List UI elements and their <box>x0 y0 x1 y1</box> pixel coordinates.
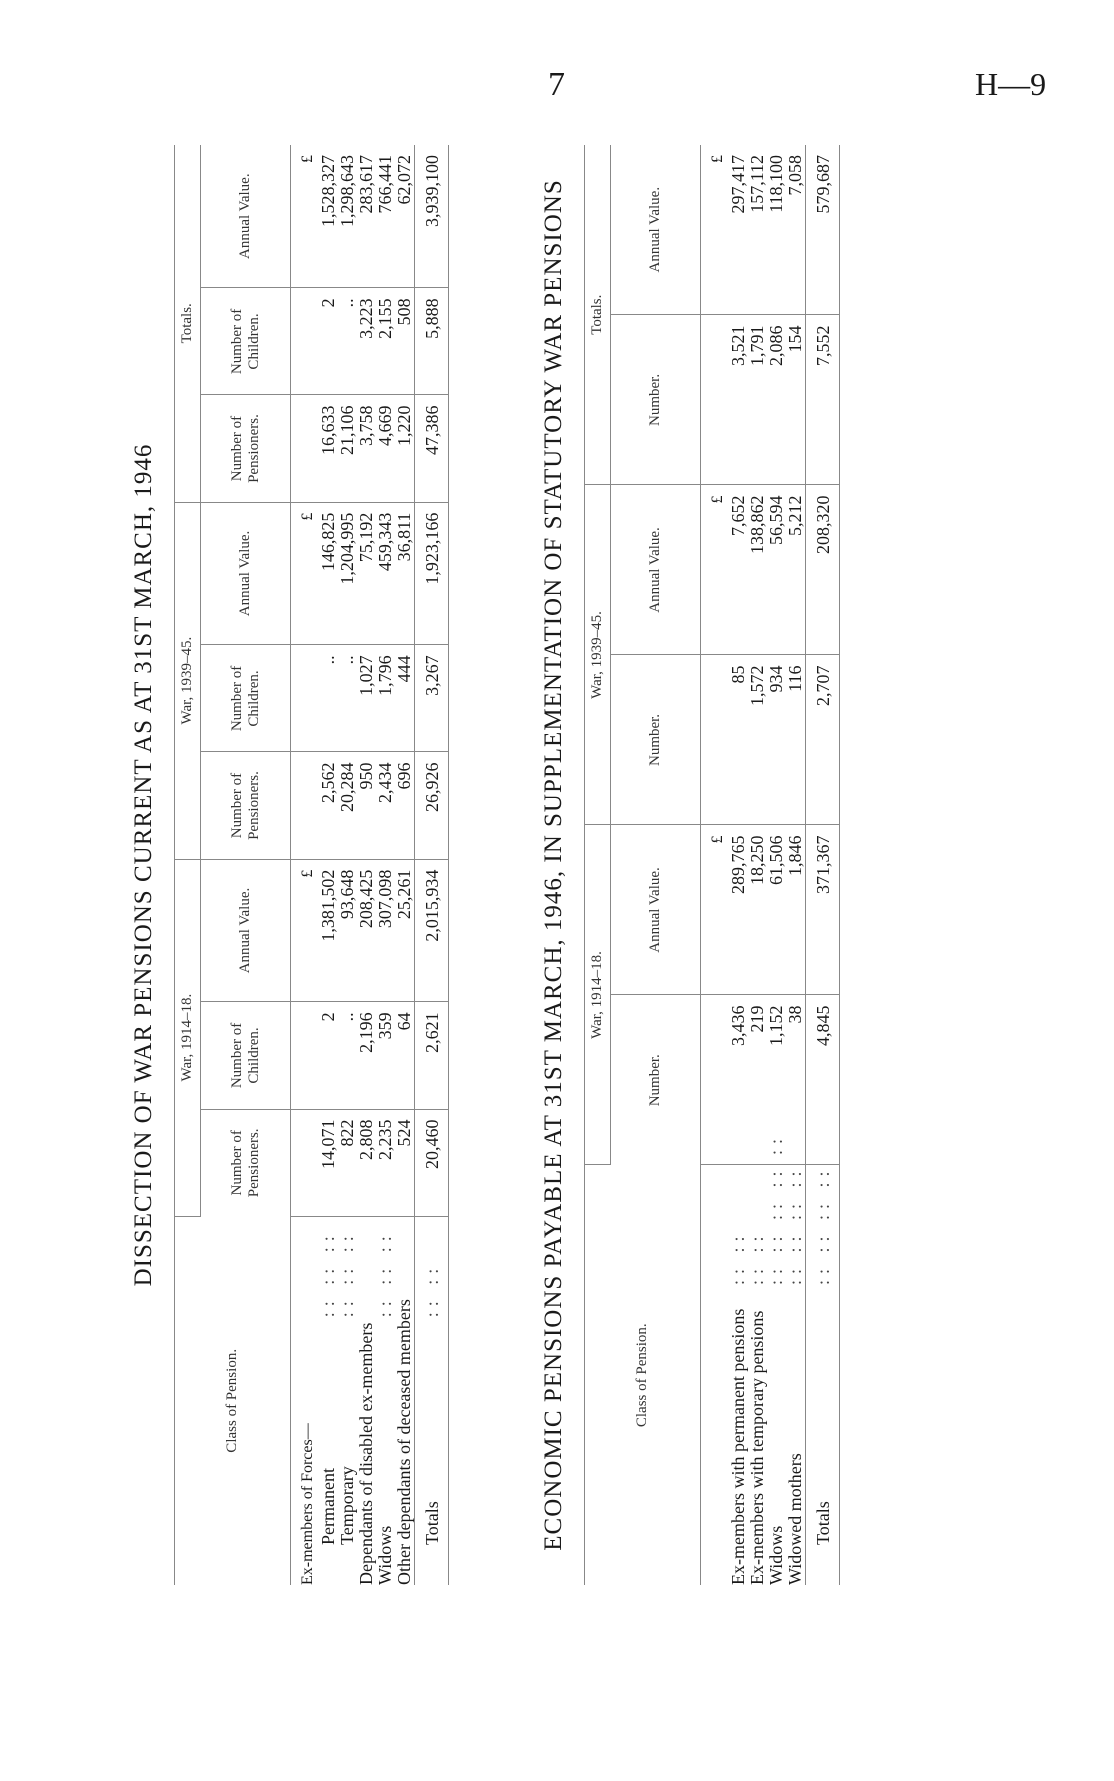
totals-header: Totals. <box>175 145 201 502</box>
cell: 2,196 <box>357 1002 376 1109</box>
cell: 154 <box>786 315 806 485</box>
t-value-header: Annual Value. <box>201 145 291 288</box>
cell: 14,071 <box>319 1109 338 1216</box>
cell: 16,633 <box>319 395 338 502</box>
cell: 508 <box>395 288 415 395</box>
cell: 61,506 <box>767 825 786 995</box>
cell: 2 <box>319 1002 338 1109</box>
leader-dots: :: :: :: :: <box>785 1165 805 1285</box>
cell: 146,825 <box>319 502 338 645</box>
cell: 7,552 <box>806 315 840 485</box>
cell: 93,648 <box>338 859 357 1002</box>
cell: 20,460 <box>415 1109 449 1216</box>
cell: 219 <box>748 995 767 1165</box>
cell: 459,343 <box>376 502 395 645</box>
table-row <box>338 145 357 1585</box>
cell: 2,155 <box>376 288 395 395</box>
pound-sign: £ <box>701 145 730 315</box>
cell: 2,707 <box>806 655 840 825</box>
cell: 7,652 <box>729 485 748 655</box>
t-children-header: Number of Children. <box>201 288 291 395</box>
leader-dots: :: :: :: <box>337 1230 357 1318</box>
cell: 1,381,502 <box>319 859 338 1002</box>
cell: 20,284 <box>338 752 357 859</box>
cell: 7,058 <box>786 145 806 315</box>
cell: 5,888 <box>415 288 449 395</box>
pound-sign: £ <box>291 145 320 288</box>
totals-row <box>415 145 449 1585</box>
cell: 138,862 <box>748 485 767 655</box>
cell: 2,562 <box>319 752 338 859</box>
cell: 18,250 <box>748 825 767 995</box>
row-label: Widows <box>375 1525 395 1585</box>
row-label: Temporary <box>337 1466 357 1545</box>
cell: 38 <box>786 995 806 1165</box>
leader-dots: :: :: <box>728 1230 748 1285</box>
cell: 36,811 <box>395 502 415 645</box>
w1-number-header: Number. <box>611 995 701 1165</box>
cell: 822 <box>338 1109 357 1216</box>
cell: 766,441 <box>376 145 395 288</box>
cell: 2,621 <box>415 1002 449 1109</box>
w2-pensioners-header: Number of Pensioners. <box>201 752 291 859</box>
war2-header: War, 1939–45. <box>585 485 611 825</box>
cell: 2,015,934 <box>415 859 449 1002</box>
cell: 1,572 <box>748 655 767 825</box>
cell: 1,846 <box>786 825 806 995</box>
cell: 1,923,166 <box>415 502 449 645</box>
cell: 3,758 <box>357 395 376 502</box>
cell: 3,436 <box>729 995 748 1165</box>
class-header: Class of Pension. <box>585 1165 701 1585</box>
cell: 1,220 <box>395 395 415 502</box>
w2-number-header: Number. <box>611 655 701 825</box>
cell: 3,521 <box>729 315 748 485</box>
w1-children-header: Number of Children. <box>201 1002 291 1109</box>
t-number-header: Number. <box>611 315 701 485</box>
table-row <box>319 145 338 1585</box>
cell: 116 <box>786 655 806 825</box>
cell: 297,417 <box>729 145 748 315</box>
leader-dots: :: :: :: :: <box>806 1165 840 1285</box>
pound-sign: £ <box>701 825 730 995</box>
cell: .. <box>338 1002 357 1109</box>
table-row <box>729 145 748 1585</box>
cell: 5,212 <box>786 485 806 655</box>
cell: 1,204,995 <box>338 502 357 645</box>
page-reference: H—9 <box>975 66 1047 102</box>
rotated-page-content <box>130 145 970 1585</box>
totals-label: Totals <box>813 1501 833 1545</box>
cell: 1,298,643 <box>338 145 357 288</box>
cell: 1,791 <box>748 315 767 485</box>
cell: 283,617 <box>357 145 376 288</box>
w1-value-header: Annual Value. <box>201 859 291 1002</box>
cell: .. <box>338 288 357 395</box>
table-row <box>748 145 767 1585</box>
cell: .. <box>338 645 357 752</box>
w2-value-header: Annual Value. <box>611 485 701 655</box>
cell: 2,235 <box>376 1109 395 1216</box>
table-row <box>376 145 395 1585</box>
row-label: Dependants of disabled ex-members <box>356 1322 376 1585</box>
w2-children-header: Number of Children. <box>201 645 291 752</box>
war1-header: War, 1914–18. <box>585 825 611 1165</box>
cell: 4,845 <box>806 995 840 1165</box>
cell: 696 <box>395 752 415 859</box>
cell: 2,086 <box>767 315 786 485</box>
row-label: Widowed mothers <box>785 1453 805 1585</box>
cell: 47,386 <box>415 395 449 502</box>
cell: 444 <box>395 645 415 752</box>
cell: 62,072 <box>395 145 415 288</box>
war2-header: War, 1939–45. <box>175 502 201 859</box>
cell: 1,528,327 <box>319 145 338 288</box>
cell: 64 <box>395 1002 415 1109</box>
cell: 208,320 <box>806 485 840 655</box>
table-row <box>395 145 415 1585</box>
totals-header: Totals. <box>585 145 611 485</box>
cell: 3,939,100 <box>415 145 449 288</box>
leader-dots: :: :: :: <box>375 1230 395 1318</box>
cell: 21,106 <box>338 395 357 502</box>
w2-value-header: Annual Value. <box>201 502 291 645</box>
cell: 359 <box>376 1002 395 1109</box>
cell: 1,796 <box>376 645 395 752</box>
totals-label: Totals <box>422 1501 442 1545</box>
cell: 75,192 <box>357 502 376 645</box>
cell: 118,100 <box>767 145 786 315</box>
w1-pensioners-header: Number of Pensioners. <box>201 1109 291 1216</box>
t-value-header: Annual Value. <box>611 145 701 315</box>
cell: 3,223 <box>357 288 376 395</box>
row-label: Other dependants of deceased members <box>394 1299 414 1585</box>
w1-value-header: Annual Value. <box>611 825 701 995</box>
cell: 25,261 <box>395 859 415 1002</box>
cell: 1,152 <box>767 995 786 1165</box>
cell: 2,808 <box>357 1109 376 1216</box>
table2-title: ECONOMIC PENSIONS PAYABLE AT 31ST MARCH, 1946, IN SUPPLEMENTATION OF STATUTORY WAR PENSIONS <box>540 179 567 1551</box>
group-label: Ex-members of Forces— <box>299 1423 316 1585</box>
cell: 4,669 <box>376 395 395 502</box>
row-label: Widows <box>766 1525 786 1585</box>
cell: 950 <box>357 752 376 859</box>
table-row <box>357 145 376 1585</box>
cell: 307,098 <box>376 859 395 1002</box>
leader-dots: :: :: <box>747 1230 767 1285</box>
row-label: Ex-members with permanent pensions <box>728 1308 748 1585</box>
economic-pensions-table <box>584 145 840 1585</box>
cell: 289,765 <box>729 825 748 995</box>
cell: 26,926 <box>415 752 449 859</box>
totals-row <box>806 145 840 1585</box>
page-number: 7 <box>548 66 565 103</box>
cell: 579,687 <box>806 145 840 315</box>
cell: 85 <box>729 655 748 825</box>
cell: 934 <box>767 655 786 825</box>
table-row <box>767 145 786 1585</box>
pound-sign: £ <box>291 859 320 1002</box>
class-header: Class of Pension. <box>175 1216 291 1585</box>
leader-dots: :: :: :: <box>318 1230 338 1318</box>
cell: .. <box>319 645 338 752</box>
row-label: Ex-members with temporary pensions <box>747 1310 767 1585</box>
cell: 157,112 <box>748 145 767 315</box>
table1-title: DISSECTION OF WAR PENSIONS CURRENT AS AT 31ST MARCH, 1946 <box>130 443 157 1287</box>
pound-sign: £ <box>701 485 730 655</box>
cell: 3,267 <box>415 645 449 752</box>
leader-dots: :: :: <box>415 1216 449 1317</box>
table-row <box>786 145 806 1585</box>
cell: 2,434 <box>376 752 395 859</box>
leader-dots: :: :: :: :: :: <box>766 1132 786 1285</box>
cell: 524 <box>395 1109 415 1216</box>
row-label: Permanent <box>318 1468 338 1545</box>
cell: 208,425 <box>357 859 376 1002</box>
war-pensions-table <box>174 145 449 1585</box>
cell: 371,367 <box>806 825 840 995</box>
cell: 56,594 <box>767 485 786 655</box>
war1-header: War, 1914–18. <box>175 859 201 1216</box>
t-pensioners-header: Number of Pensioners. <box>201 395 291 502</box>
pound-sign: £ <box>291 502 320 645</box>
cell: 2 <box>319 288 338 395</box>
cell: 1,027 <box>357 645 376 752</box>
